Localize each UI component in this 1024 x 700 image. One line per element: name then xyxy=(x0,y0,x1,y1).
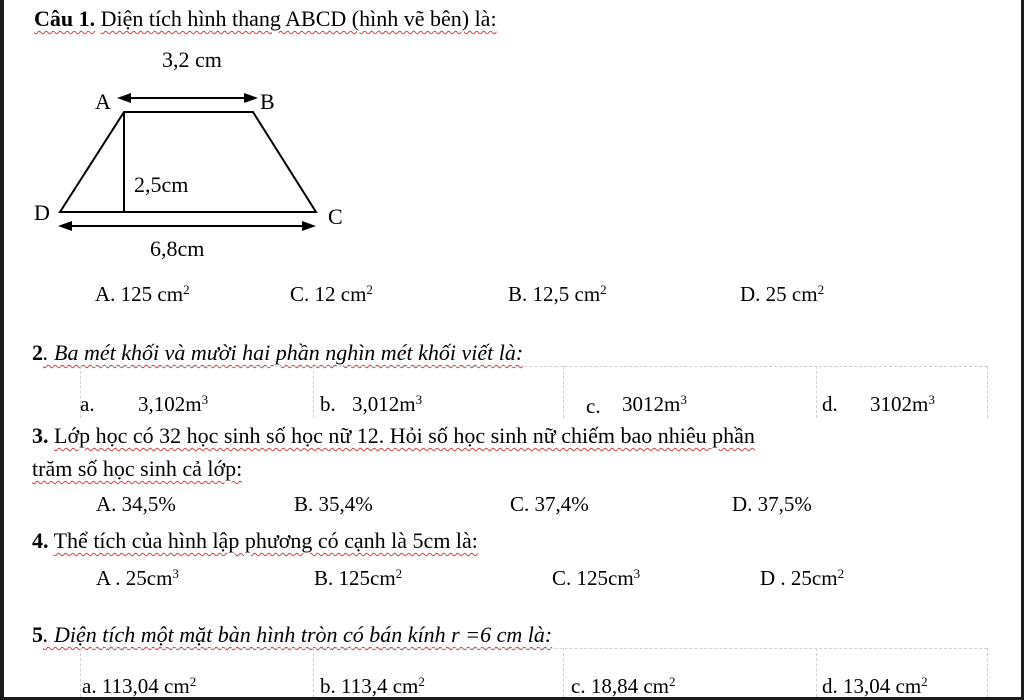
q4-option-1[interactable]: A . $25cm^3$ xyxy=(96,566,179,590)
q4-option-4[interactable]: D . $25cm^2$ xyxy=(760,566,845,590)
q5-option-c[interactable]: c. 18,84 $cm^2$ xyxy=(571,674,676,698)
q5-option-a[interactable]: a. 113,04 $cm^2$ xyxy=(82,674,197,698)
q2-option-b[interactable]: b. xyxy=(320,392,336,416)
question-1-text: Diện tích hình thang ABCD (hình vẽ bên) là: xyxy=(100,6,497,31)
q2-option-b-value: $3,012m^3$ xyxy=(352,392,423,416)
q5-table-top xyxy=(80,648,987,649)
q1-option-4[interactable]: D. 25 $cm^2$ xyxy=(740,282,825,306)
question-2-text: . Ba mét khối và mười hai phần nghìn mét khối viết là: xyxy=(43,340,524,365)
vertex-b: B xyxy=(260,89,275,114)
question-3-number: 3. xyxy=(32,423,49,448)
q4-option-2[interactable]: B. $125cm^2$ xyxy=(314,566,403,590)
q5-table-divider xyxy=(563,648,564,697)
q3-option-1[interactable]: A. 34,5% xyxy=(96,492,176,516)
question-4-text: Thể tích của hình lập phương có cạnh là 5cm là: xyxy=(53,528,478,553)
bottom-arrowhead-left xyxy=(58,221,72,231)
q2-table-divider xyxy=(313,366,314,418)
q5-table-divider xyxy=(816,648,817,697)
question-4-number: 4. xyxy=(32,528,49,553)
question-1-number: Câu 1. xyxy=(34,6,96,31)
q2-option-d[interactable]: d. xyxy=(822,392,838,416)
figure-bottom-label: 6,8cm xyxy=(150,236,205,261)
q2-table-top xyxy=(80,366,987,367)
q2-option-a-value: $3,102m^3$ xyxy=(138,392,209,416)
q2-table-divider xyxy=(816,366,817,418)
question-3-text-line2: trăm số học sinh cả lớp: xyxy=(32,456,243,481)
figure-top-label: 3,2 cm xyxy=(162,47,222,72)
vertex-d: D xyxy=(34,200,50,225)
q5-option-b[interactable]: b. 113,4 $cm^2$ xyxy=(320,674,425,698)
q3-option-2[interactable]: B. 35,4% xyxy=(294,492,373,516)
q2-option-c[interactable]: c. xyxy=(586,394,601,418)
q1-option-2[interactable]: C. 12 $cm^2$ xyxy=(290,282,373,306)
bottom-arrowhead-right xyxy=(302,221,316,231)
q2-table-divider xyxy=(987,366,988,418)
question-5-number: 5 xyxy=(32,622,43,647)
top-arrowhead-right xyxy=(244,93,258,103)
q3-option-3[interactable]: C. 37,4% xyxy=(510,492,589,516)
q2-table-divider xyxy=(563,366,564,418)
question-1 xyxy=(34,6,497,32)
vertex-a: A xyxy=(95,89,111,114)
figure-height-label: 2,5cm xyxy=(134,172,189,197)
q4-option-3[interactable]: C. $125cm^3$ xyxy=(552,566,641,590)
vertex-c: C xyxy=(328,204,343,229)
top-arrowhead-left xyxy=(117,93,131,103)
q2-option-c-value: $3012m^3$ xyxy=(622,392,687,416)
question-3-line2 xyxy=(32,456,242,482)
q1-option-3[interactable]: B. 12,5 $cm^2$ xyxy=(508,282,607,306)
trapezoid-figure xyxy=(0,40,400,270)
q2-option-d-value: $3102m^3$ xyxy=(870,392,935,416)
question-5-text: . Diện tích một mặt bàn hình tròn có bán kính r =6 cm là: xyxy=(43,622,553,647)
q5-table-divider xyxy=(313,648,314,697)
q1-option-1[interactable]: A. 125 $cm^2$ xyxy=(95,282,190,306)
q5-table-divider xyxy=(80,648,81,697)
q3-option-4[interactable]: D. 37,5% xyxy=(732,492,812,516)
trapezoid-shape xyxy=(60,112,316,212)
question-2-number: 2 xyxy=(32,340,43,365)
question-3 xyxy=(32,423,755,449)
question-2 xyxy=(32,340,523,366)
q5-table-divider xyxy=(987,648,988,697)
question-5 xyxy=(32,622,552,648)
question-4 xyxy=(32,528,478,554)
q2-option-a[interactable]: a. xyxy=(80,392,95,416)
question-3-text-line1: Lớp học có 32 học sinh số học nữ 12. Hỏi số học sinh nữ chiếm bao nhiêu phần xyxy=(54,423,755,448)
q5-option-d[interactable]: d. 13,04 $cm^2$ xyxy=(822,674,928,698)
